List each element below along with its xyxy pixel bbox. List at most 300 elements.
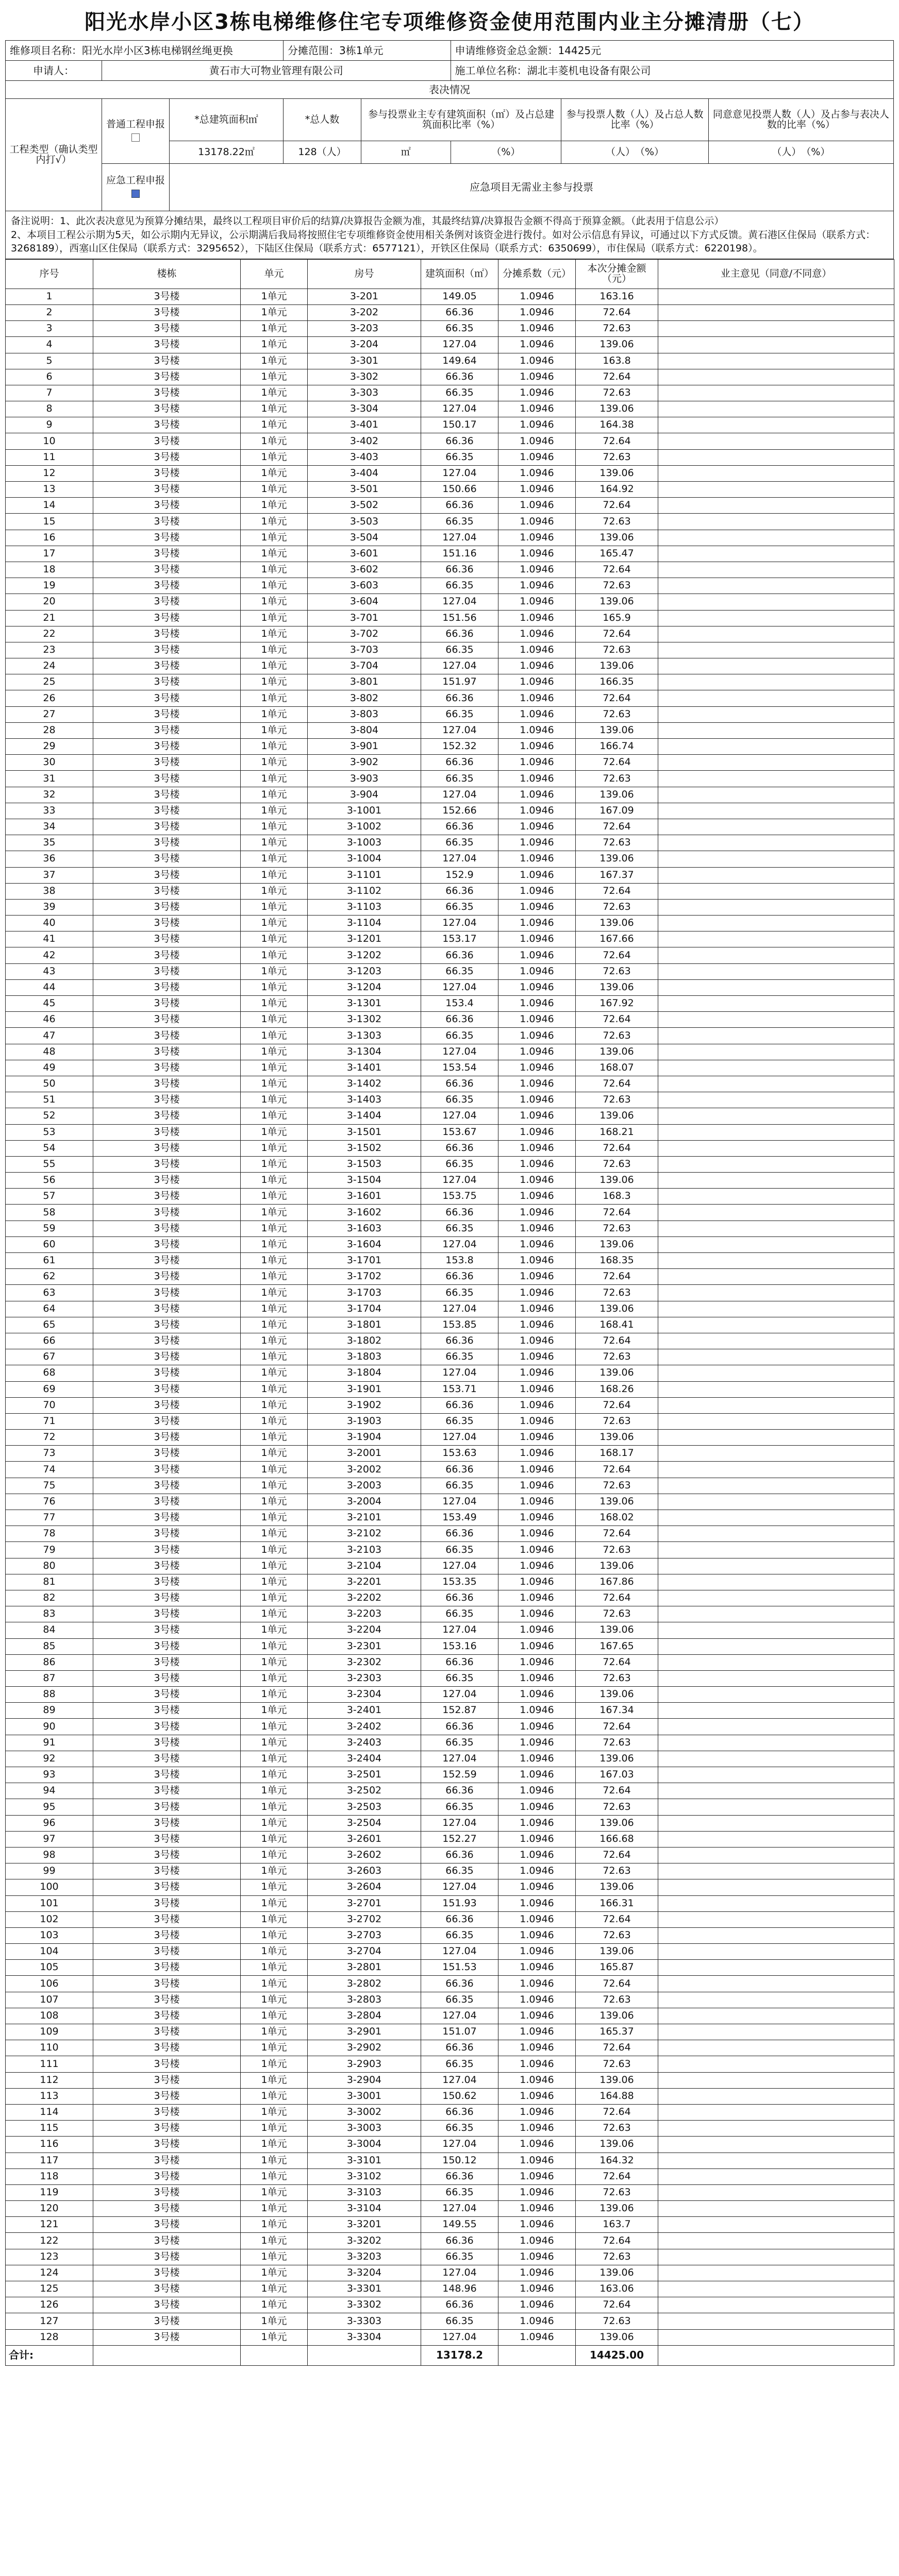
row-area: 127.04 (421, 658, 498, 674)
row-room: 3-1103 (308, 899, 421, 915)
normal-project-checkbox[interactable] (131, 133, 140, 142)
row-room: 3-2403 (308, 1735, 421, 1751)
row-building: 3号楼 (93, 1590, 241, 1606)
row-opinion (658, 771, 894, 787)
row-unit: 1单元 (241, 2008, 308, 2024)
row-index: 6 (6, 369, 93, 385)
amount-cell (451, 41, 893, 61)
row-area: 151.93 (421, 1895, 498, 1911)
total-row (6, 2345, 894, 2365)
row-amount: 72.64 (576, 2297, 658, 2313)
table-row (6, 2040, 894, 2056)
row-index: 90 (6, 1719, 93, 1735)
row-coefficient: 1.0946 (498, 2217, 576, 2233)
row-amount: 72.63 (576, 2313, 658, 2329)
row-unit: 1单元 (241, 2056, 308, 2072)
table-row (6, 2168, 894, 2184)
row-index: 54 (6, 1140, 93, 1156)
row-area: 66.35 (421, 1992, 498, 2008)
row-opinion (658, 1494, 894, 1510)
row-room: 3-2701 (308, 1895, 421, 1911)
row-amount: 72.64 (576, 1590, 658, 1606)
row-area: 66.35 (421, 449, 498, 465)
row-coefficient: 1.0946 (498, 1205, 576, 1221)
row-unit: 1单元 (241, 1719, 308, 1735)
row-room: 3-1403 (308, 1092, 421, 1108)
row-unit: 1单元 (241, 449, 308, 465)
row-coefficient: 1.0946 (498, 546, 576, 562)
row-index: 64 (6, 1301, 93, 1317)
row-opinion (658, 996, 894, 1012)
row-opinion (658, 369, 894, 385)
row-amount: 163.16 (576, 289, 658, 304)
row-unit: 1单元 (241, 2040, 308, 2056)
normal-project-cell (102, 99, 170, 164)
row-area: 127.04 (421, 401, 498, 417)
row-index: 23 (6, 642, 93, 658)
row-opinion (658, 1703, 894, 1719)
row-unit: 1单元 (241, 1510, 308, 1526)
row-room: 3-1703 (308, 1285, 421, 1301)
row-opinion (658, 1927, 894, 1943)
row-room: 3-1003 (308, 835, 421, 851)
row-building: 3号楼 (93, 1285, 241, 1301)
row-coefficient: 1.0946 (498, 1638, 576, 1654)
row-unit: 1单元 (241, 1703, 308, 1719)
row-building: 3号楼 (93, 1189, 241, 1205)
row-amount: 168.3 (576, 1189, 658, 1205)
row-building: 3号楼 (93, 883, 241, 899)
row-area: 66.36 (421, 1462, 498, 1478)
row-area: 149.55 (421, 2217, 498, 2233)
row-unit: 1单元 (241, 1558, 308, 1574)
row-room: 3-801 (308, 674, 421, 690)
row-coefficient: 1.0946 (498, 1413, 576, 1429)
row-amount: 139.06 (576, 594, 658, 610)
row-coefficient: 1.0946 (498, 2249, 576, 2265)
row-opinion (658, 1124, 894, 1140)
table-row (6, 1558, 894, 1574)
row-coefficient: 1.0946 (498, 1285, 576, 1301)
row-area: 153.35 (421, 1574, 498, 1590)
row-coefficient: 1.0946 (498, 610, 576, 626)
row-index: 41 (6, 931, 93, 947)
row-building: 3号楼 (93, 2168, 241, 2184)
row-room: 3-301 (308, 353, 421, 369)
row-opinion (658, 626, 894, 642)
row-opinion (658, 321, 894, 337)
row-amount: 72.63 (576, 1285, 658, 1301)
row-unit: 1单元 (241, 755, 308, 771)
row-area: 148.96 (421, 2281, 498, 2297)
row-coefficient: 1.0946 (498, 1703, 576, 1719)
row-building: 3号楼 (93, 1140, 241, 1156)
table-row (6, 1092, 894, 1108)
row-opinion (658, 1221, 894, 1236)
row-amount: 72.63 (576, 1028, 658, 1044)
row-opinion (658, 465, 894, 481)
row-area: 66.35 (421, 642, 498, 658)
scope-value: 3栋1单元 (339, 44, 384, 57)
row-coefficient: 1.0946 (498, 2088, 576, 2104)
row-room: 3-2802 (308, 1976, 421, 1992)
row-index: 111 (6, 2056, 93, 2072)
row-unit: 1单元 (241, 1590, 308, 1606)
row-coefficient: 1.0946 (498, 1462, 576, 1478)
scope-label: 分摊范围： (288, 44, 339, 57)
row-unit: 1单元 (241, 626, 308, 642)
row-amount: 167.66 (576, 931, 658, 947)
table-row (6, 2008, 894, 2024)
row-area: 66.35 (421, 1028, 498, 1044)
row-opinion (658, 722, 894, 738)
row-index: 117 (6, 2153, 93, 2168)
row-index: 56 (6, 1173, 93, 1189)
row-coefficient: 1.0946 (498, 1622, 576, 1638)
table-row (6, 1863, 894, 1879)
row-area: 66.35 (421, 706, 498, 722)
row-amount: 139.06 (576, 2137, 658, 2153)
row-room: 3-503 (308, 514, 421, 530)
agree-unit (708, 141, 893, 164)
row-room: 3-802 (308, 690, 421, 706)
table-row (6, 1253, 894, 1269)
row-area: 66.36 (421, 1269, 498, 1285)
row-amount: 166.31 (576, 1895, 658, 1911)
row-opinion (658, 2008, 894, 2024)
row-room: 3-2603 (308, 1863, 421, 1879)
row-area: 127.04 (421, 916, 498, 931)
row-room: 3-2103 (308, 1542, 421, 1558)
row-building: 3号楼 (93, 1205, 241, 1221)
row-room: 3-1602 (308, 1205, 421, 1221)
row-amount: 168.21 (576, 1124, 658, 1140)
row-opinion (658, 2313, 894, 2329)
row-area: 66.35 (421, 1092, 498, 1108)
row-building: 3号楼 (93, 1670, 241, 1686)
row-building: 3号楼 (93, 1654, 241, 1670)
row-amount: 72.64 (576, 819, 658, 835)
row-index: 62 (6, 1269, 93, 1285)
row-index: 120 (6, 2201, 93, 2217)
row-coefficient: 1.0946 (498, 1301, 576, 1317)
row-amount: 166.74 (576, 739, 658, 755)
row-coefficient: 1.0946 (498, 1783, 576, 1799)
row-room: 3-2903 (308, 2056, 421, 2072)
row-unit: 1单元 (241, 1574, 308, 1590)
row-index: 97 (6, 1831, 93, 1847)
row-amount: 167.92 (576, 996, 658, 1012)
table-row (6, 771, 894, 787)
row-coefficient: 1.0946 (498, 1156, 576, 1172)
row-area: 66.36 (421, 498, 498, 514)
table-row (6, 1799, 894, 1815)
row-unit: 1单元 (241, 996, 308, 1012)
row-room: 3-2502 (308, 1783, 421, 1799)
row-opinion (658, 546, 894, 562)
row-coefficient: 1.0946 (498, 626, 576, 642)
row-building: 3号楼 (93, 1108, 241, 1124)
row-area: 153.49 (421, 1510, 498, 1526)
row-building: 3号楼 (93, 594, 241, 610)
row-index: 128 (6, 2329, 93, 2345)
row-amount: 139.06 (576, 1879, 658, 1895)
note-2: 2、本项目工程公示期为5天，如公示期内无异议，公示期满后我局将按照住宅专项维修资金使用相关条例对该资金进行拨付。如对公示信息有异议，可通过以下方式反馈。黄石港区住保局（联系方式：3268189），西塞山区住保局（联系方式：3295652），下陆区住保局（联系方式：6577121），开铁区住保局（联系方式：6350699），市住保局（联系方式：6220198）。 (11, 229, 876, 255)
emergency-project-checkbox[interactable] (131, 190, 140, 198)
row-room: 3-1303 (308, 1028, 421, 1044)
row-amount: 167.34 (576, 1703, 658, 1719)
row-unit: 1单元 (241, 1236, 308, 1252)
row-building: 3号楼 (93, 1767, 241, 1783)
row-building: 3号楼 (93, 899, 241, 915)
row-amount: 72.63 (576, 1221, 658, 1236)
row-amount: 72.64 (576, 1205, 658, 1221)
row-index: 73 (6, 1446, 93, 1462)
table-row (6, 417, 894, 433)
row-opinion (658, 1060, 894, 1076)
row-coefficient: 1.0946 (498, 947, 576, 963)
row-amount: 164.38 (576, 417, 658, 433)
row-unit: 1单元 (241, 465, 308, 481)
row-opinion (658, 1430, 894, 1446)
row-coefficient: 1.0946 (498, 1397, 576, 1413)
row-index: 7 (6, 385, 93, 401)
page-title: 阳光水岸小区3栋电梯维修住宅专项维修资金使用范围内业主分摊清册（七） (85, 10, 814, 34)
row-area: 66.35 (421, 1542, 498, 1558)
row-room: 3-1804 (308, 1365, 421, 1381)
row-room: 3-1404 (308, 1108, 421, 1124)
row-opinion (658, 1253, 894, 1269)
row-amount: 72.64 (576, 498, 658, 514)
row-unit: 1单元 (241, 835, 308, 851)
row-opinion (658, 1719, 894, 1735)
row-area: 127.04 (421, 722, 498, 738)
row-opinion (658, 1269, 894, 1285)
row-building: 3号楼 (93, 1831, 241, 1847)
row-area: 152.66 (421, 803, 498, 819)
table-row (6, 1446, 894, 1462)
row-amount: 139.06 (576, 787, 658, 803)
row-coefficient: 1.0946 (498, 2233, 576, 2249)
row-room: 3-402 (308, 433, 421, 449)
row-coefficient: 1.0946 (498, 417, 576, 433)
row-unit: 1单元 (241, 803, 308, 819)
row-room: 3-2101 (308, 1510, 421, 1526)
row-building: 3号楼 (93, 1783, 241, 1799)
row-room: 3-2102 (308, 1526, 421, 1542)
row-opinion (658, 1670, 894, 1686)
row-building: 3号楼 (93, 2297, 241, 2313)
emergency-project-label: 应急工程申报 (106, 174, 165, 186)
row-area: 66.35 (421, 899, 498, 915)
row-area: 66.35 (421, 321, 498, 337)
row-room: 3-2902 (308, 2040, 421, 2056)
row-coefficient: 1.0946 (498, 1911, 576, 1927)
row-building: 3号楼 (93, 2249, 241, 2265)
row-building: 3号楼 (93, 722, 241, 738)
row-unit: 1单元 (241, 1381, 308, 1397)
row-area: 152.32 (421, 739, 498, 755)
row-room: 3-703 (308, 642, 421, 658)
row-area: 153.71 (421, 1381, 498, 1397)
row-coefficient: 1.0946 (498, 2121, 576, 2137)
row-coefficient: 1.0946 (498, 1735, 576, 1751)
row-coefficient: 1.0946 (498, 803, 576, 819)
row-coefficient: 1.0946 (498, 1140, 576, 1156)
row-unit: 1单元 (241, 2088, 308, 2104)
row-unit: 1单元 (241, 1783, 308, 1799)
row-unit: 1单元 (241, 1670, 308, 1686)
row-room: 3-2204 (308, 1622, 421, 1638)
row-coefficient: 1.0946 (498, 1173, 576, 1189)
row-opinion (658, 2329, 894, 2345)
table-row (6, 2265, 894, 2281)
row-building: 3号楼 (93, 1381, 241, 1397)
row-coefficient: 1.0946 (498, 369, 576, 385)
row-area: 66.36 (421, 883, 498, 899)
row-room: 3-2503 (308, 1799, 421, 1815)
row-room: 3-1202 (308, 947, 421, 963)
row-amount: 72.63 (576, 1413, 658, 1429)
row-room: 3-1203 (308, 963, 421, 979)
row-coefficient: 1.0946 (498, 2297, 576, 2313)
row-unit: 1单元 (241, 722, 308, 738)
row-area: 66.36 (421, 369, 498, 385)
row-unit: 1单元 (241, 706, 308, 722)
row-area: 66.35 (421, 2184, 498, 2200)
table-row (6, 2217, 894, 2233)
table-row (6, 739, 894, 755)
row-area: 127.04 (421, 594, 498, 610)
row-amount: 164.88 (576, 2088, 658, 2104)
header-table (5, 4, 894, 259)
table-row (6, 514, 894, 530)
people-pct-text: （%） (640, 146, 664, 158)
row-area: 151.07 (421, 2024, 498, 2040)
row-unit: 1单元 (241, 787, 308, 803)
row-opinion (658, 1044, 894, 1060)
row-unit: 1单元 (241, 2104, 308, 2120)
row-coefficient: 1.0946 (498, 1478, 576, 1494)
row-unit: 1单元 (241, 2265, 308, 2281)
table-row (6, 1124, 894, 1140)
row-coefficient: 1.0946 (498, 2040, 576, 2056)
table-row (6, 1622, 894, 1638)
row-opinion (658, 498, 894, 514)
row-room: 3-3304 (308, 2329, 421, 2345)
row-opinion (658, 931, 894, 947)
row-unit: 1单元 (241, 739, 308, 755)
table-row (6, 2121, 894, 2137)
row-amount: 72.64 (576, 1140, 658, 1156)
row-building: 3号楼 (93, 1863, 241, 1879)
table-row (6, 916, 894, 931)
row-index: 19 (6, 578, 93, 594)
row-opinion (658, 787, 894, 803)
row-coefficient: 1.0946 (498, 385, 576, 401)
table-row (6, 835, 894, 851)
row-index: 122 (6, 2233, 93, 2249)
row-opinion (658, 514, 894, 530)
table-row (6, 1574, 894, 1590)
row-room: 3-1903 (308, 1413, 421, 1429)
row-coefficient: 1.0946 (498, 867, 576, 883)
row-unit: 1单元 (241, 1638, 308, 1654)
row-area: 127.04 (421, 1301, 498, 1317)
table-row (6, 610, 894, 626)
row-index: 82 (6, 1590, 93, 1606)
row-building: 3号楼 (93, 1606, 241, 1622)
table-header-row (6, 259, 894, 289)
col-total-area: *总建筑面积㎡ (170, 99, 284, 141)
row-building: 3号楼 (93, 498, 241, 514)
row-room: 3-1902 (308, 1397, 421, 1413)
row-index: 39 (6, 899, 93, 915)
row-unit: 1单元 (241, 385, 308, 401)
row-building: 3号楼 (93, 1911, 241, 1927)
row-amount: 139.06 (576, 401, 658, 417)
row-unit: 1单元 (241, 851, 308, 867)
row-coefficient: 1.0946 (498, 1815, 576, 1831)
row-coefficient: 1.0946 (498, 433, 576, 449)
row-opinion (658, 1976, 894, 1992)
row-unit: 1单元 (241, 1992, 308, 2008)
row-unit: 1单元 (241, 1687, 308, 1703)
row-opinion (658, 690, 894, 706)
row-room: 3-203 (308, 321, 421, 337)
row-index: 48 (6, 1044, 93, 1060)
row-room: 3-1603 (308, 1221, 421, 1236)
row-area: 127.04 (421, 1430, 498, 1446)
row-building: 3号楼 (93, 851, 241, 867)
row-coefficient: 1.0946 (498, 1510, 576, 1526)
table-row (6, 2088, 894, 2104)
row-index: 51 (6, 1092, 93, 1108)
table-row (6, 1944, 894, 1960)
row-area: 127.04 (421, 1236, 498, 1252)
row-building: 3号楼 (93, 546, 241, 562)
row-room: 3-803 (308, 706, 421, 722)
row-index: 83 (6, 1606, 93, 1622)
row-area: 66.36 (421, 2233, 498, 2249)
row-amount: 72.63 (576, 578, 658, 594)
table-row (6, 658, 894, 674)
row-amount: 139.06 (576, 1622, 658, 1638)
row-coefficient: 1.0946 (498, 2056, 576, 2072)
row-room: 3-3101 (308, 2153, 421, 2168)
area-pct: （%） (451, 141, 561, 164)
row-amount: 72.63 (576, 1349, 658, 1365)
row-building: 3号楼 (93, 771, 241, 787)
row-index: 92 (6, 1751, 93, 1767)
row-amount: 72.64 (576, 304, 658, 320)
table-row (6, 1317, 894, 1333)
row-amount: 139.06 (576, 916, 658, 931)
row-amount: 72.63 (576, 642, 658, 658)
project-name-cell (6, 41, 284, 61)
vote-section-title: 表决情况 (6, 81, 894, 99)
row-opinion (658, 1236, 894, 1252)
row-amount: 163.7 (576, 2217, 658, 2233)
row-amount: 72.64 (576, 1654, 658, 1670)
row-building: 3号楼 (93, 337, 241, 353)
table-row (6, 690, 894, 706)
row-opinion (658, 1478, 894, 1494)
row-amount: 168.02 (576, 1510, 658, 1526)
row-opinion (658, 610, 894, 626)
row-building: 3号楼 (93, 739, 241, 755)
table-row (6, 1108, 894, 1124)
